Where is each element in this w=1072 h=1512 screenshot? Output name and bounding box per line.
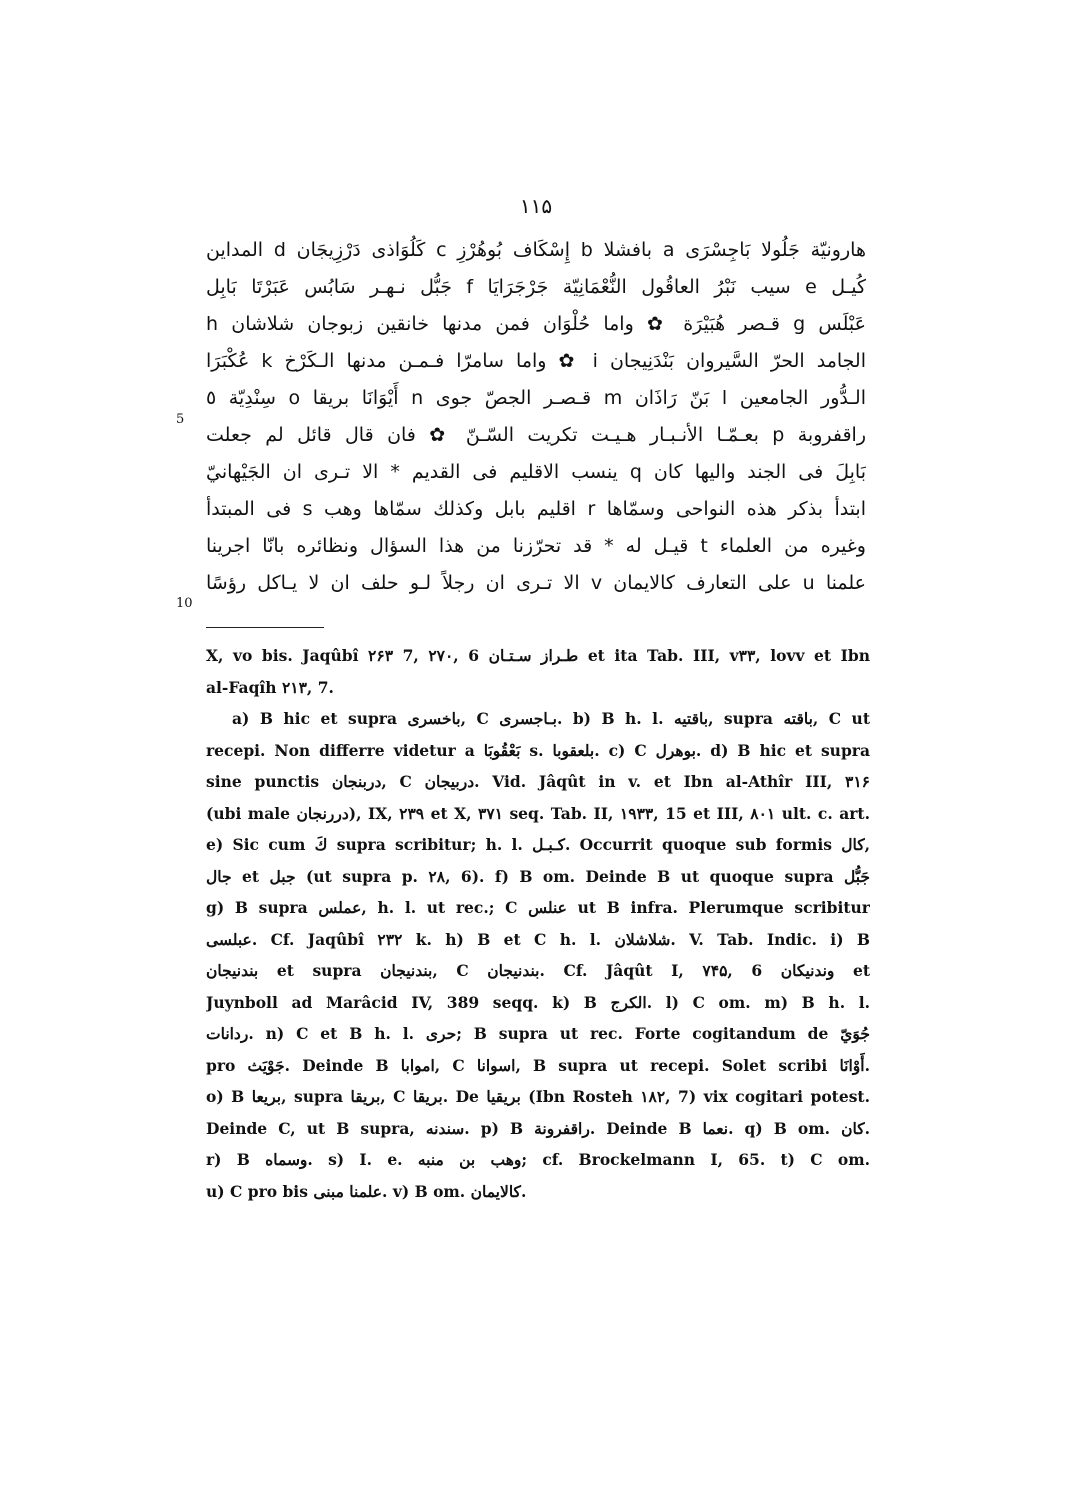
arabic-line: ابتدأ بذكر هذه النواحى وسمّاها r اقليم بابل وكذلك سمّاها وهب s فى المبتدأ: [206, 498, 866, 520]
arabic-line: علمنا u على التعارف كالايمان v الا تـرى ان رجلاً لـو حلف ان لا يـاكل رؤسًا: [206, 572, 866, 594]
arabic-line: الجامد الحرّ السَّيروان بَنْدَنِيجان i ✿ واما سامرّا فـمـن مدنها الـكَرْخ k عُكْبَرَا: [206, 350, 866, 372]
footnote-line: بندنيجان et supra بندنيجان, C بندنيجان. Cf. Jâqût I, ۷۴۵, 6 وندنيكان et: [206, 961, 870, 980]
arabic-line: هارونيّة جَلُولا بَاجِسْرَى a بافشلا b إِسْكَاف بُوهُرْزِ c كَلُوَاذى دَرْزِيجَان d المداين: [206, 239, 866, 261]
footnote-line: sine punctis دربنجان, C دربيجان. Vid. Jâqût in v. et Ibn al-Athîr III, ۳۱۶: [206, 772, 870, 791]
arabic-text-block: [206, 232, 866, 602]
line-number-5: 5: [176, 412, 185, 427]
footnote-line: pro جَوْيَث. Deinde B اموابا, C اسوانا, B supra ut recepi. Solet scribi أَوْانَا.: [206, 1055, 870, 1075]
footnote-line: r) B وسماه. s) I. e. وهب بن منبه; cf. Brockelmann I, 65. t) C om.: [206, 1150, 870, 1169]
footnotes-block: [206, 640, 870, 1207]
footnote-line: (ubi male دررنجان), IX, ۲۳۹ et X, ۳۷۱ seq. Tab. II, ۱۹۳۳, 15 et III, ۸۰۱ ult. c. art.: [206, 803, 870, 823]
footnote-line: g) B supra عملس, h. l. ut rec.; C عنلس ut B infra. Plerumque scribitur: [206, 898, 870, 917]
footnote-line: u) C pro bis علمنا مبنى. v) B om. كالايمان.: [206, 1181, 527, 1201]
footnote-line: ردانات. n) C et B h. l. حرى; B supra ut rec. Forte cogitandum de جُوَيّ: [206, 1024, 870, 1043]
footnote-line: Deinde C, ut B supra, سندنه. p) B راقفرونة. Deinde B نعما. q) B om. كان.: [206, 1118, 870, 1138]
footnote-line: al-Faqîh ۲۱۳, 7.: [206, 677, 334, 697]
arabic-line: كُيـل e سيب نَبْرُ العاقُول النُّعْمَانِيّة جَرْجَرَايَا f جَبُّل نـهـر سَابُس عَبَرْتَا بَابِل: [206, 276, 866, 298]
page-number: ۱۱۵: [519, 194, 553, 218]
arabic-line: بَابِلَ فى الجند واليها كان q ينسب الاقليم فى القديم * الا تـرى ان الجَيْهانيّ: [206, 461, 866, 483]
footnote-rule: [206, 627, 324, 628]
arabic-line: عَبْلَس g قـصر هُبَيْرَة ✿ واما حُلْوَان فمن مدنها خانقين زبوجان شلاشان h: [206, 313, 866, 335]
footnote-line: o) B بريعا, supra بريقا, C بريقا. De بريقيا (Ibn Rosteh ۱۸۲, 7) vix cogitari potest.: [206, 1087, 870, 1106]
footnote-line: Juynboll ad Marâcid IV, 389 seqq. k) B الكرج. l) C om. m) B h. l.: [206, 992, 870, 1012]
footnote-line: recepi. Non differre videtur a بَعْقُوبَا s. بلعقوبا. c) C بوهرل. d) B hic et supra: [206, 740, 870, 760]
footnote-line: e) Sic cum كَ supra scribitur; h. l. كـبـل. Occurrit quoque sub formis كال,: [206, 835, 870, 854]
footnote-line: جال et جبل (ut supra p. ۲۸, 6). f) B om. Deinde B ut quoque supra جَبُّل: [206, 866, 870, 886]
footnote-line: عبلسى. Cf. Jaqûbî ۲۳۲ k. h) B et C h. l. شلاشلان. V. Tab. Indic. i) B: [206, 929, 870, 949]
line-number-10: 10: [176, 596, 193, 611]
footnote-line: a) B hic et supra باخسرى, C بـاجسرى. b) B h. l. باقتيه, supra باقته, C ut: [232, 709, 870, 728]
arabic-line: الـدُّور الجامعين l بَنّ رَاذَان m قـصـر الجصّ جوى n أَيْوَانَا بريقا o سِنْدِيّة ٥: [206, 387, 866, 409]
arabic-line: راقفروبة p بعـمّـا الأنـبـار هـيـت تكريت السّـنّ ✿ فان قال قائل لم جعلت: [206, 424, 866, 446]
footnote-line: X, vo bis. Jaqûbî ۲۶۳ 7, ۲۷۰, 6 طـراز سـتـان et ita Tab. III, v۳۳, lovv et Ibn: [206, 646, 870, 665]
arabic-line: وغيره من العلماء t قيـل له * قد تحرّزنا من هذا السؤال ونظائره بانّا اجرينا: [206, 535, 866, 557]
